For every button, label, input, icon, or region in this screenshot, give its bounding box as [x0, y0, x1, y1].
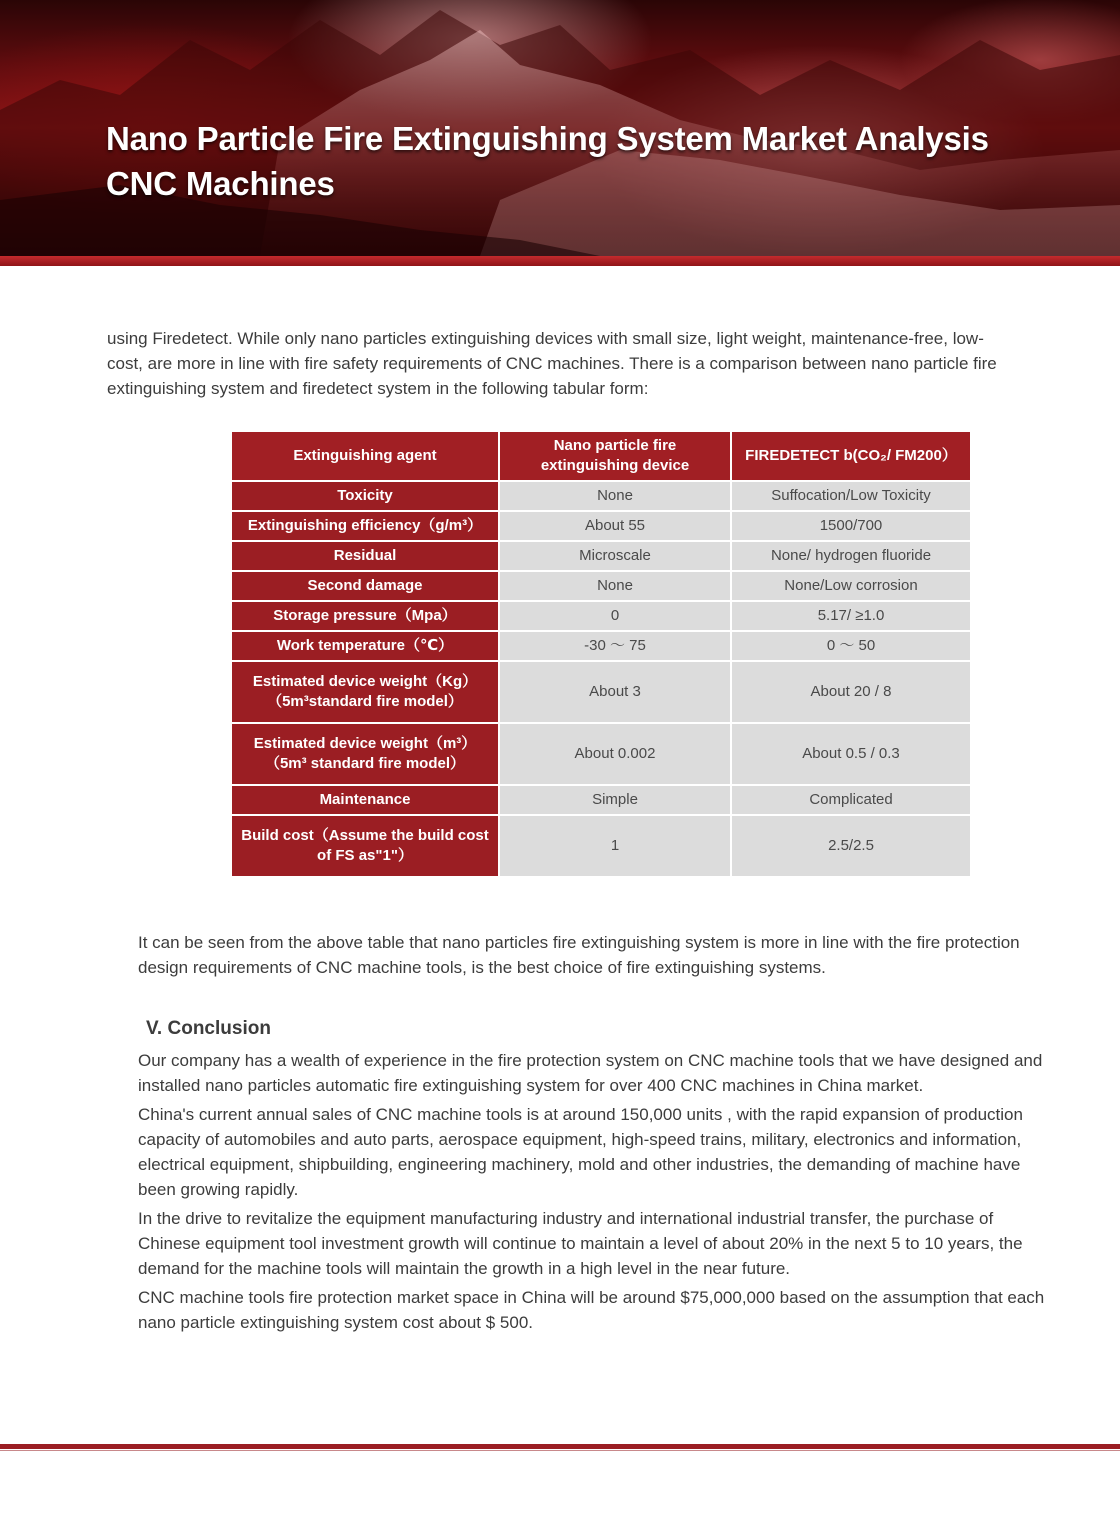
- nano-cell: None: [499, 481, 731, 511]
- table-row: [231, 601, 971, 631]
- firedetect-cell: None/ hydrogen fluoride: [731, 541, 971, 571]
- nano-cell: 1: [499, 815, 731, 877]
- footer-divider-thin: [0, 1450, 1120, 1451]
- nano-cell: 0: [499, 601, 731, 631]
- page-title: [106, 116, 1086, 206]
- table-row: [231, 511, 971, 541]
- conclusion-body: [138, 1048, 1058, 1339]
- row-label: Second damage: [231, 571, 499, 601]
- comparison-table: [230, 430, 972, 878]
- row-label: Residual: [231, 541, 499, 571]
- nano-cell: None: [499, 571, 731, 601]
- nano-cell: Microscale: [499, 541, 731, 571]
- row-label: Maintenance: [231, 785, 499, 815]
- table-row: [231, 723, 971, 785]
- conclusion-heading: V. Conclusion: [146, 1018, 271, 1039]
- row-label: Estimated device weight（Kg） （5m³standard fire model）: [231, 661, 499, 723]
- nano-cell: Simple: [499, 785, 731, 815]
- page-title-line1: Nano Particle Fire Extinguishing System Market Analysis: [106, 120, 989, 157]
- conclusion-paragraph: In the drive to revitalize the equipment manufacturing industry and international industrial transfer, the purchase of Chinese equipment tool investment growth will continue to maintain a level of about 20% in the next 5 to 10 years, the demand for the machine tools will maintain the growth in a high level in the near future.: [138, 1209, 1023, 1278]
- header-divider: [0, 256, 1120, 266]
- table-row: [231, 541, 971, 571]
- table-header-row: [231, 431, 971, 481]
- header-banner: [0, 0, 1120, 256]
- table-summary-paragraph: It can be seen from the above table that nano particles fire extinguishing system is more in line with the fire protection design requirements of CNC machine tools, is the best choice of fire extinguishing systems.: [138, 933, 1020, 977]
- column-header: Nano particle fire extinguishing device: [499, 431, 731, 481]
- firedetect-cell: 2.5/2.5: [731, 815, 971, 877]
- row-label: Toxicity: [231, 481, 499, 511]
- nano-cell: About 0.002: [499, 723, 731, 785]
- firedetect-cell: Complicated: [731, 785, 971, 815]
- firedetect-cell: 5.17/ ≥1.0: [731, 601, 971, 631]
- row-label: Extinguishing efficiency（g/m³）: [231, 511, 499, 541]
- firedetect-cell: Suffocation/Low Toxicity: [731, 481, 971, 511]
- nano-cell: -30 ～ 75: [499, 631, 731, 661]
- conclusion-paragraph: CNC machine tools fire protection market space in China will be around $75,000,000 based on the assumption that each nano particle extinguishing system cost about $ 500.: [138, 1288, 1045, 1332]
- page-title-line2: CNC Machines: [106, 165, 335, 202]
- row-label: Build cost（Assume the build cost of FS as"1"）: [231, 815, 499, 877]
- firedetect-cell: 0 ～ 50: [731, 631, 971, 661]
- firedetect-cell: 1500/700: [731, 511, 971, 541]
- row-label: Work temperature（℃）: [231, 631, 499, 661]
- table-row: [231, 661, 971, 723]
- table-row: [231, 815, 971, 877]
- table-row: [231, 631, 971, 661]
- table-row: [231, 481, 971, 511]
- nano-cell: About 55: [499, 511, 731, 541]
- column-header: Extinguishing agent: [231, 431, 499, 481]
- row-label: Estimated device weight（m³） （5m³ standard fire model）: [231, 723, 499, 785]
- column-header: FIREDETECT b(CO₂/ FM200）: [731, 431, 971, 481]
- firedetect-cell: About 0.5 / 0.3: [731, 723, 971, 785]
- firedetect-cell: About 20 / 8: [731, 661, 971, 723]
- conclusion-paragraph: Our company has a wealth of experience in the fire protection system on CNC machine tools that we have designed and installed nano particles automatic fire extinguishing system for over 400 CNC machines in China market.: [138, 1051, 1043, 1095]
- conclusion-paragraph: China's current annual sales of CNC machine tools is at around 150,000 units , with the rapid expansion of production capacity of automobiles and auto parts, aerospace equipment, high-speed trains, military, electronics and information, electrical equipment, shipbuilding, engineering machinery, mold and other industries, the demanding of machine have been growing rapidly.: [138, 1105, 1023, 1199]
- footer-divider: [0, 1444, 1120, 1449]
- row-label: Storage pressure（Mpa）: [231, 601, 499, 631]
- table-row: [231, 785, 971, 815]
- firedetect-cell: None/Low corrosion: [731, 571, 971, 601]
- table-row: [231, 571, 971, 601]
- nano-cell: About 3: [499, 661, 731, 723]
- intro-paragraph: using Firedetect. While only nano particles extinguishing devices with small size, light weight, maintenance-free, low-cost, are more in line with fire safety requirements of CNC machines. There is a comparison between nano particle fire extinguishing system and firedetect system in the following tabular form:: [107, 329, 997, 398]
